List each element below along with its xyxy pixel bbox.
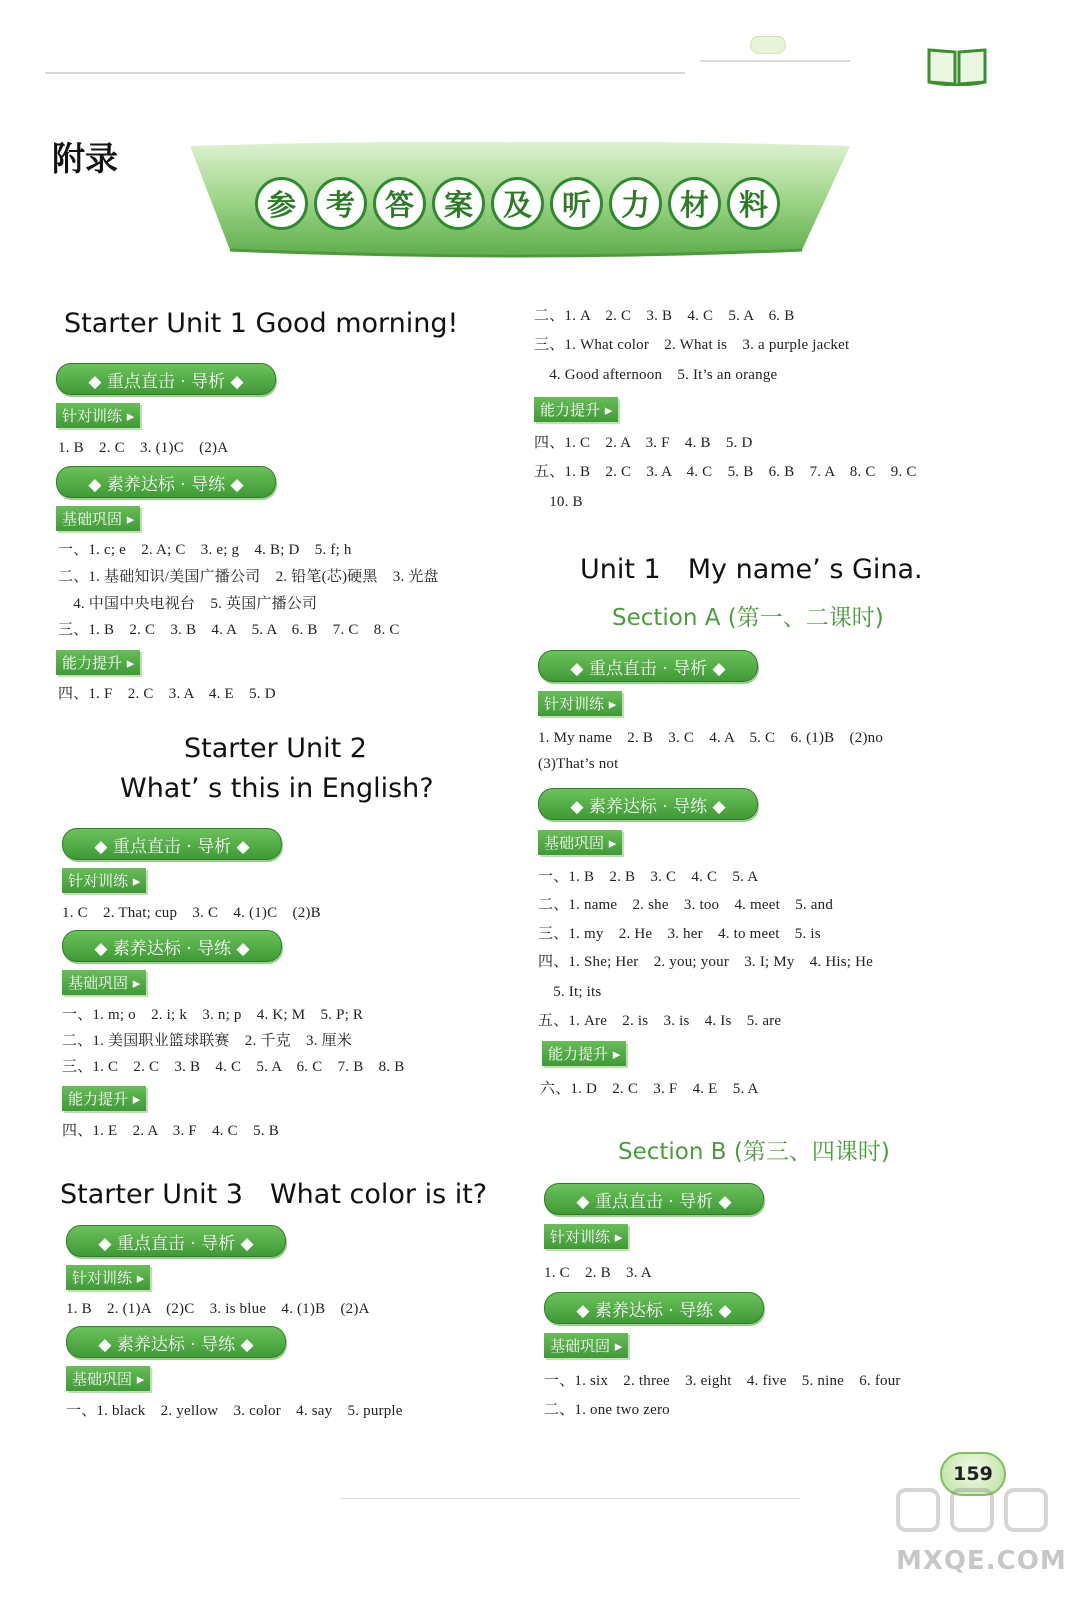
section-pill-suyang: ◆ 素养达标 · 导练 ◆ bbox=[538, 788, 758, 820]
appendix-label: 附录 bbox=[52, 139, 118, 178]
tag-jichu: 基础巩固 ▸ bbox=[544, 1333, 628, 1358]
page-number: 159 bbox=[940, 1452, 1006, 1496]
answer-line: (3)That’s not bbox=[538, 756, 619, 772]
unit-title: Starter Unit 2 bbox=[184, 733, 367, 764]
banner-char: 参 bbox=[255, 177, 308, 230]
section-pill-zhongdian: ◆ 重点直击 · 导析 ◆ bbox=[538, 650, 758, 682]
section-pill-zhongdian: ◆ 重点直击 · 导析 ◆ bbox=[66, 1225, 286, 1257]
answer-line: 一、1. m; o 2. i; k 3. n; p 4. K; M 5. P; R bbox=[62, 1007, 364, 1023]
banner-title bbox=[255, 177, 780, 230]
section-pill-suyang: ◆ 素养达标 · 导练 ◆ bbox=[66, 1326, 286, 1358]
tag-zhendui: 针对训练 ▸ bbox=[538, 691, 622, 716]
answer-line: 三、1. my 2. He 3. her 4. to meet 5. is bbox=[538, 926, 821, 942]
answer-line: 4. 中国中央电视台 5. 英国广播公司 bbox=[58, 596, 318, 612]
answer-line: 1. C 2. That; cup 3. C 4. (1)C (2)B bbox=[62, 905, 321, 921]
answer-line: 三、1. B 2. C 3. B 4. A 5. A 6. B 7. C 8. C bbox=[58, 622, 400, 638]
answer-line: 1. My name 2. B 3. C 4. A 5. C 6. (1)B (2)no bbox=[538, 730, 884, 746]
tag-jichu: 基础巩固 ▸ bbox=[66, 1366, 150, 1391]
answer-line: 一、1. six 2. three 3. eight 4. five 5. nine 6. four bbox=[544, 1373, 901, 1389]
section-title: Section B (第三、四课时) bbox=[618, 1139, 890, 1165]
banner-char: 考 bbox=[314, 177, 367, 230]
banner-char: 材 bbox=[668, 177, 721, 230]
answer-line: 二、1. 基础知识/美国广播公司 2. 铅笔(芯)硬黑 3. 光盘 bbox=[58, 569, 439, 585]
book-icon bbox=[925, 42, 989, 86]
section-pill-suyang: ◆ 素养达标 · 导练 ◆ bbox=[544, 1292, 764, 1324]
answer-line: 二、1. 美国职业篮球联赛 2. 千克 3. 厘米 bbox=[62, 1033, 353, 1049]
cloud-icon bbox=[750, 36, 786, 54]
section-pill-zhongdian: ◆ 重点直击 · 导析 ◆ bbox=[62, 828, 282, 860]
answer-line: 一、1. c; e 2. A; C 3. e; g 4. B; D 5. f; h bbox=[58, 542, 352, 558]
watermark-text: MXQE.COM bbox=[896, 1546, 1067, 1576]
answer-line: 三、1. C 2. C 3. B 4. C 5. A 6. C 7. B 8. B bbox=[62, 1059, 405, 1075]
tag-jichu: 基础巩固 ▸ bbox=[56, 506, 140, 531]
section-pill-zhongdian: ◆ 重点直击 · 导析 ◆ bbox=[56, 363, 276, 395]
answer-line: 1. B 2. C 3. (1)C (2)A bbox=[58, 440, 229, 456]
answer-line: 10. B bbox=[534, 494, 583, 510]
header-rule-right bbox=[700, 60, 850, 62]
tag-zhendui: 针对训练 ▸ bbox=[62, 868, 146, 893]
banner-char: 及 bbox=[491, 177, 544, 230]
answer-line: 一、1. black 2. yellow 3. color 4. say 5. purple bbox=[66, 1403, 403, 1419]
banner-char: 力 bbox=[609, 177, 662, 230]
section-pill-suyang: ◆ 素养达标 · 导练 ◆ bbox=[62, 930, 282, 962]
answer-line: 四、1. E 2. A 3. F 4. C 5. B bbox=[62, 1123, 279, 1139]
tag-nengli: 能力提升 ▸ bbox=[534, 397, 618, 422]
banner-char: 案 bbox=[432, 177, 485, 230]
answer-line: 4. Good afternoon 5. It’s an orange bbox=[534, 367, 778, 383]
answer-line: 四、1. C 2. A 3. F 4. B 5. D bbox=[534, 435, 753, 451]
answer-line: 五、1. Are 2. is 3. is 4. Is 5. are bbox=[538, 1013, 782, 1029]
tag-zhendui: 针对训练 ▸ bbox=[66, 1265, 150, 1290]
tag-nengli: 能力提升 ▸ bbox=[56, 650, 140, 675]
answer-line: 1. C 2. B 3. A bbox=[544, 1265, 652, 1281]
answer-line: 四、1. F 2. C 3. A 4. E 5. D bbox=[58, 686, 276, 702]
answer-line: 六、1. D 2. C 3. F 4. E 5. A bbox=[540, 1081, 759, 1097]
answer-line: 三、1. What color 2. What is 3. a purple jacket bbox=[534, 337, 850, 353]
unit-title: Unit 1 My name’ s Gina. bbox=[580, 554, 923, 585]
tag-zhendui: 针对训练 ▸ bbox=[544, 1224, 628, 1249]
answer-line: 5. It; its bbox=[538, 984, 602, 1000]
banner-char: 料 bbox=[727, 177, 780, 230]
unit-subtitle: What’ s this in English? bbox=[120, 773, 434, 804]
tag-zhendui: 针对训练 ▸ bbox=[56, 403, 140, 428]
answer-line: 1. B 2. (1)A (2)C 3. is blue 4. (1)B (2)A bbox=[66, 1301, 370, 1317]
header-rule bbox=[45, 72, 685, 74]
unit-title: Starter Unit 3 What color is it? bbox=[60, 1179, 488, 1210]
section-pill-suyang: ◆ 素养达标 · 导练 ◆ bbox=[56, 466, 276, 498]
section-title: Section A (第一、二课时) bbox=[612, 605, 884, 631]
answer-line: 五、1. B 2. C 3. A 4. C 5. B 6. B 7. A 8. C 9. C bbox=[534, 464, 917, 480]
answer-line: 二、1. name 2. she 3. too 4. meet 5. and bbox=[538, 897, 834, 913]
banner-char: 答 bbox=[373, 177, 426, 230]
section-pill-zhongdian: ◆ 重点直击 · 导析 ◆ bbox=[544, 1183, 764, 1215]
banner-char: 听 bbox=[550, 177, 603, 230]
footer-rule bbox=[340, 1498, 800, 1499]
tag-nengli: 能力提升 ▸ bbox=[542, 1041, 626, 1066]
answer-line: 一、1. B 2. B 3. C 4. C 5. A bbox=[538, 869, 759, 885]
answer-line: 二、1. A 2. C 3. B 4. C 5. A 6. B bbox=[534, 308, 795, 324]
tag-jichu: 基础巩固 ▸ bbox=[538, 830, 622, 855]
tag-jichu: 基础巩固 ▸ bbox=[62, 970, 146, 995]
tag-nengli: 能力提升 ▸ bbox=[62, 1086, 146, 1111]
unit-title: Starter Unit 1 Good morning! bbox=[64, 308, 459, 339]
answer-line: 四、1. She; Her 2. you; your 3. I; My 4. His; He bbox=[538, 954, 874, 970]
answer-line: 二、1. one two zero bbox=[544, 1402, 670, 1418]
